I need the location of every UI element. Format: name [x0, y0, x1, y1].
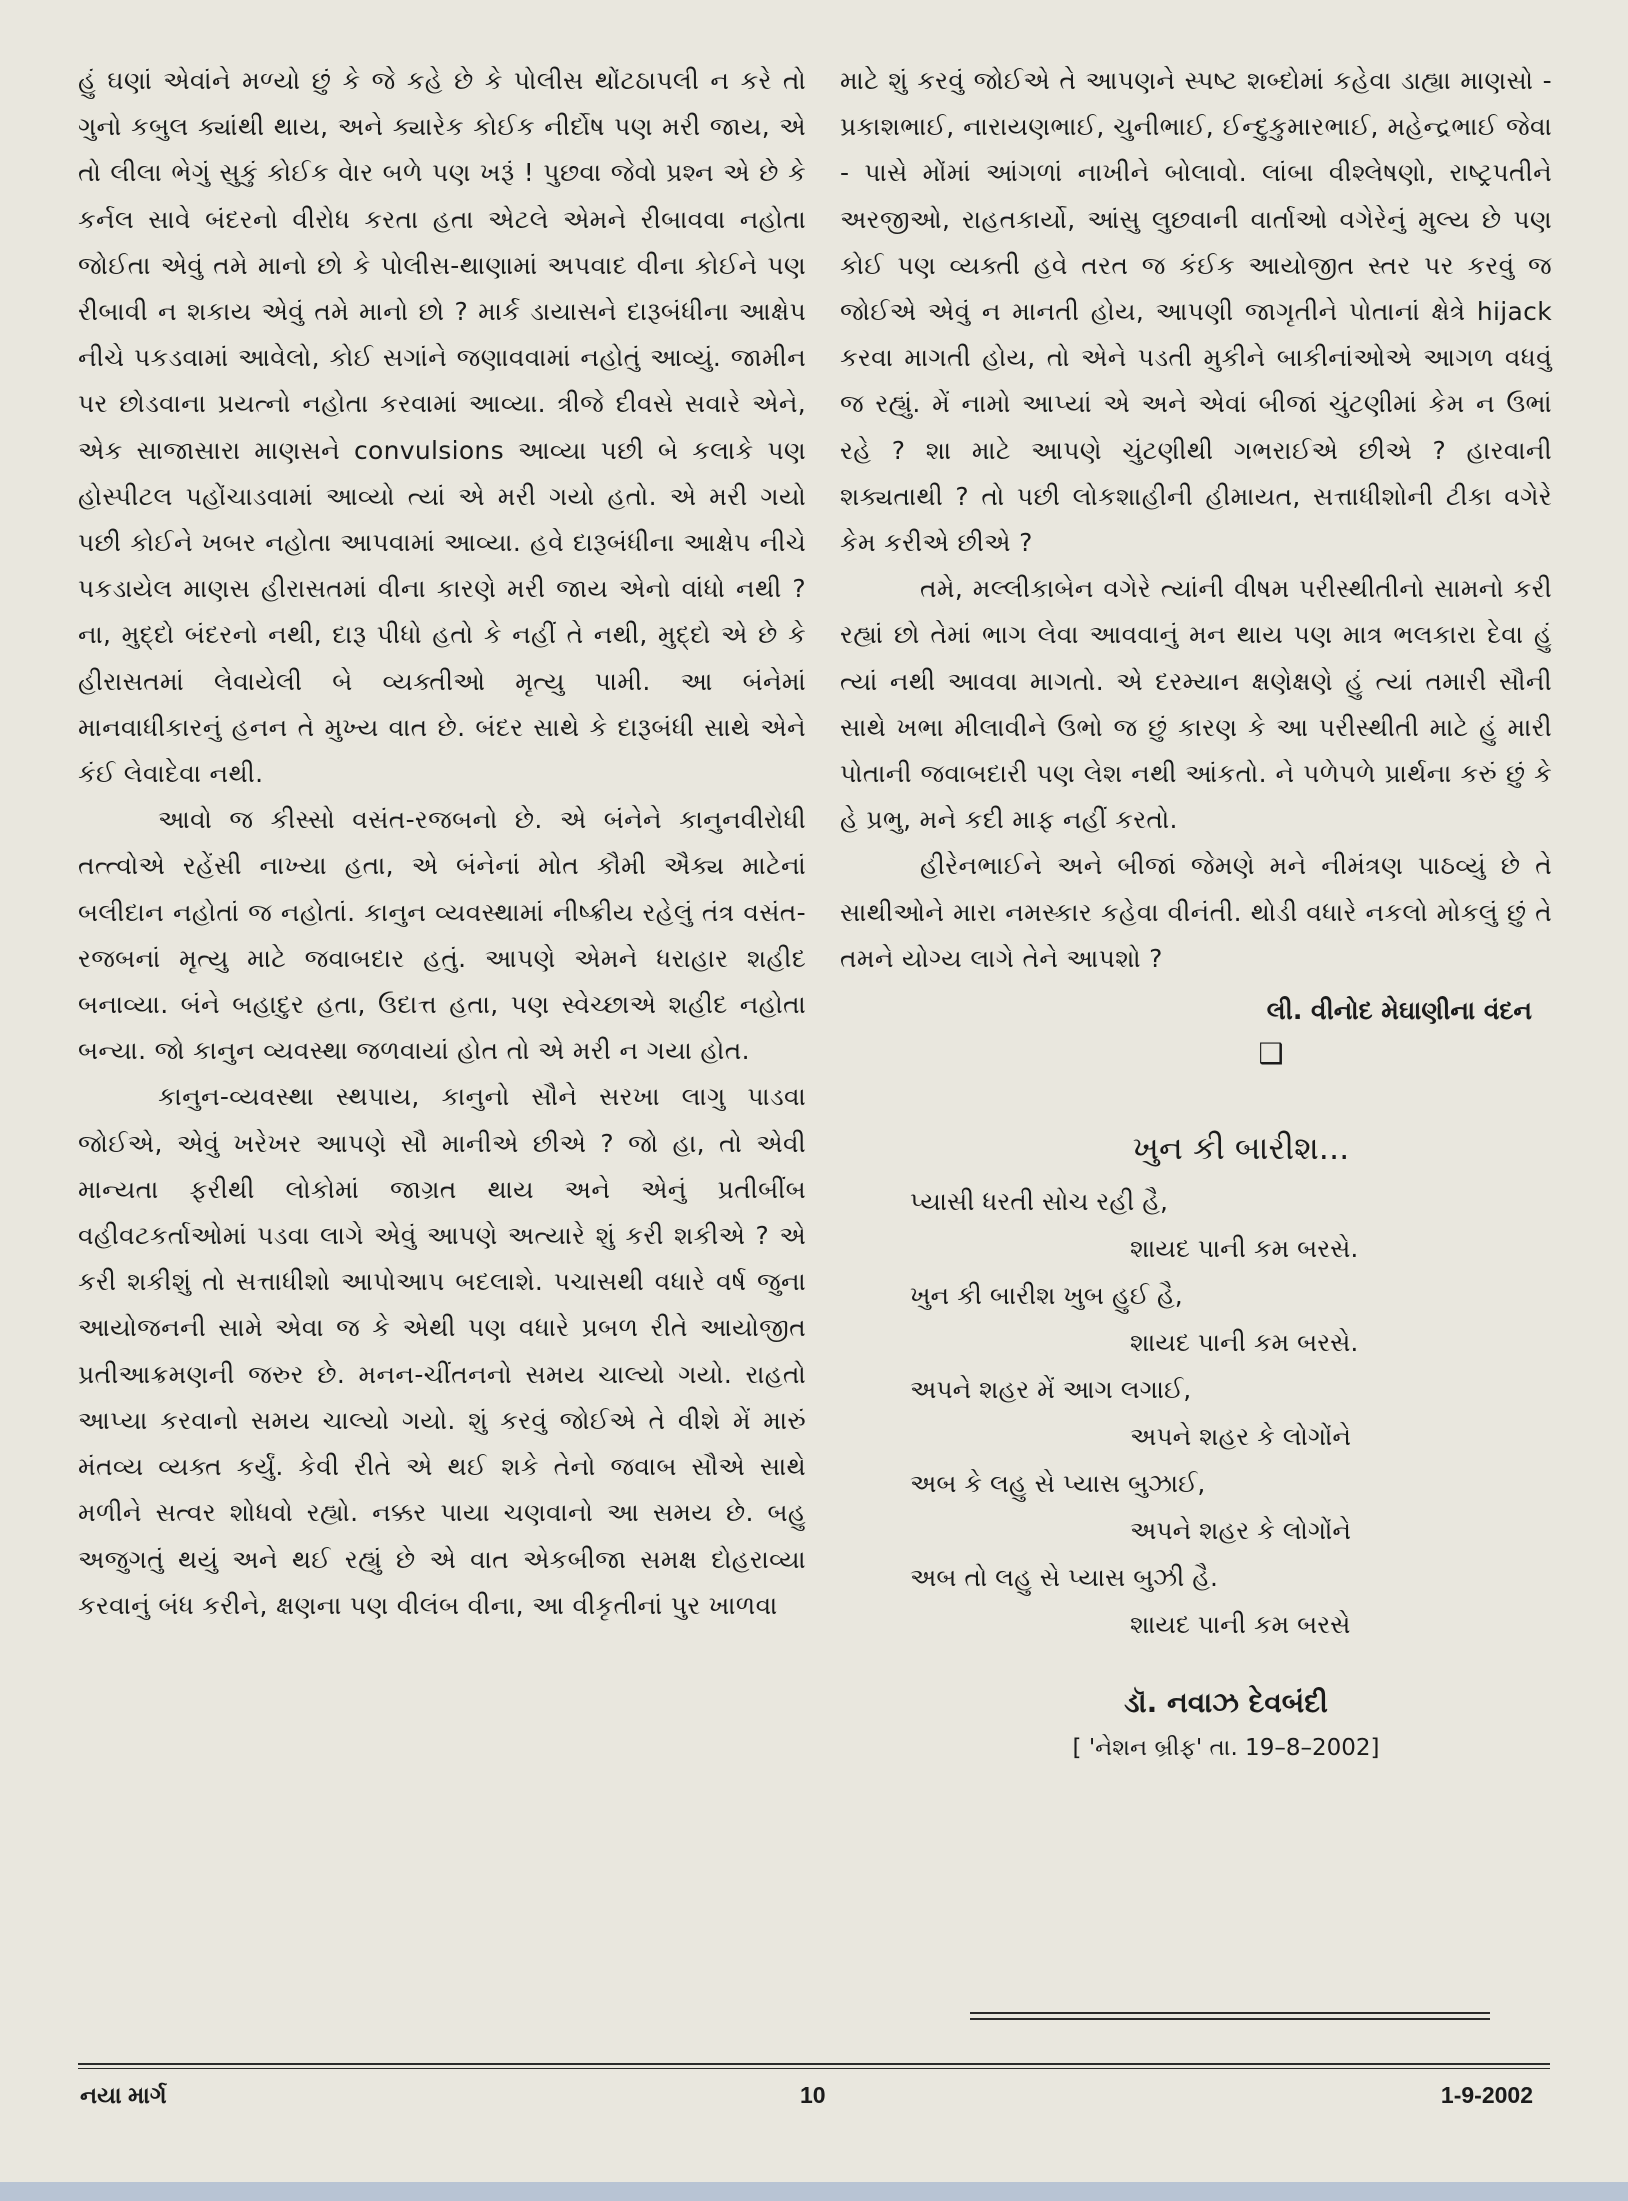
poem-line: અપને શહર મેં આગ લગાઈ,: [910, 1375, 1192, 1405]
poem-line: અબ કે લહુ સે પ્યાસ બુઝાઈ,: [910, 1469, 1206, 1499]
poem-line: અપને શહર કે લોગોંને: [1130, 1516, 1351, 1546]
page-number: 10: [800, 2082, 826, 2108]
poem-block: [840, 1122, 1552, 1768]
poet-name: ડૉ. નવાઝ દેવબંદી: [1124, 1686, 1328, 1720]
right-column: [840, 58, 1552, 1768]
paragraph: કાનુન-વ્યવસ્થા સ્થપાય, કાનુનો સૌને સરખા લાગુ પાડવા જોઈએ, એવું ખરેખર આપણે સૌ માનીએ છીએ ? જો હા, તો એવી માન્યતા ફરીથી લોકોમાં જાગ્રત થાય અને એનું પ્રતીબીંબ વહીવટકર્તાઓમાં પડવા લાગે એવું આપણે અત્યારે શું કરી શકીએ ? એ કરી શકીશું તો સત્તાધીશો આપોઆપ બદલાશે. પચાસથી વધારે વર્ષ જુના આયોજનની સામે એવા જ કે એથી પણ વધારે પ્રબળ રીતે આયોજીત પ્રતીઆક્રમણની જરુર છે. મનન-ચીંતનનો સમય ચાલ્યો ગયો. રાહતો આપ્યા કરવાનો સમય ચાલ્યો ગયો. શું કરવું જોઈએ તે વીશે મેં મારું મંતવ્ય વ્યક્ત કર્યું. કેવી રીતે એ થઈ શકે તેનો જવાબ સૌએ સાથે મળીને સત્વર શોધવો રહ્યો. નક્કર પાયા ચણવાનો આ સમય છે. બહુ અજુગતું થયું અને થઈ રહ્યું છે એ વાત એકબીજા સમક્ષ દોહરાવ્યા કરવાનું બંધ કરીને, ક્ષણના પણ વીલંબ વીના, આ વીકૃતીનાં પુર ખાળવા: [78, 1082, 806, 1620]
issue-date: 1-9-2002: [1440, 2082, 1533, 2108]
poem-line: પ્યાસી ધરતી સોચ રહી હૈ,: [910, 1187, 1168, 1217]
poem-line: શાયદ પાની કમ બરસે: [1130, 1610, 1351, 1640]
poem-line: અબ તો લહુ સે પ્યાસ બુઝી હૈ.: [910, 1563, 1218, 1593]
end-mark-icon: ❑: [1258, 1037, 1284, 1071]
paragraph: માટે શું કરવું જોઈએ તે આપણને સ્પષ્ટ શબ્દોમાં કહેવા ડાહ્યા માણસો - પ્રકાશભાઈ, નારાયણભાઈ, ચુનીભાઈ, ઈન્દુકુમારભાઈ, મહેન્દ્રભાઈ જેવા - પાસે મોંમાં આંગળાં નાખીને બોલાવો. લાંબા વીશ્લેષણો, રાષ્ટ્રપતીને અરજીઓ, રાહતકાર્યો, આંસુ લુછવાની વાર્તાઓ વગેરેનું મુલ્ય છે પણ કોઈ પણ વ્યક્તી હવે તરત જ કંઈક આયોજીત સ્તર પર કરવું જ જોઈએ એવું ન માનતી હોય, આપણી જાગૃતીને પોતાનાં ક્ષેત્રે hijack કરવા માગતી હોય, તો એને પડતી મુકીને બાકીનાંઓએ આગળ વધવું જ રહ્યું. મેં નામો આપ્યાં એ અને એવાં બીજાં ચુંટણીમાં કેમ ન ઉભાં રહે ? શા માટે આપણે ચુંટણીથી ગભરાઈએ છીએ ? હારવાની શક્યતાથી ? તો પછી લોકશાહીની હીમાયત, સત્તાધીશોની ટીકા વગેરે કેમ કરીએ છીએ ?: [840, 66, 1552, 558]
poem-title: ખુન કી બારીશ...: [1132, 1129, 1350, 1168]
poem-end-rule: [970, 2018, 1490, 2020]
poem-end-rule: [970, 2012, 1490, 2014]
left-column: [78, 58, 806, 1629]
scan-edge: [0, 2182, 1628, 2201]
poem-line: ખુન કી બારીશ ખુબ હુઈ હૈ,: [910, 1281, 1183, 1311]
poem-line: શાયદ પાની કમ બરસે.: [1130, 1328, 1359, 1358]
footer-rule: [78, 2063, 1550, 2065]
poem-line: શાયદ પાની કમ બરસે.: [1130, 1234, 1359, 1264]
poem-source: [ 'નેશન બ્રીફ' તા. 19–8–2002]: [1072, 1735, 1380, 1762]
paragraph: તમે, મલ્લીકાબેન વગેરે ત્યાંની વીષમ પરીસ્થીતીનો સામનો કરી રહ્યાં છો તેમાં ભાગ લેવા આવવાનું મન થાય પણ માત્ર ભલકારા દેવા હું ત્યાં નથી આવવા માગતો. એ દરમ્યાન ક્ષણેક્ષણે હું ત્યાં તમારી સૌની સાથે ખભા મીલાવીને ઉભો જ છું કારણ કે આ પરીસ્થીતી માટે હું મારી પોતાની જવાબદારી પણ લેશ નથી આંકતો. ને પળેપળે પ્રાર્થના કરું છું કે હે પ્રભુ, મને કદી માફ નહીં કરતો.: [840, 574, 1552, 835]
paragraph: હીરેનભાઈને અને બીજાં જેમણે મને નીમંત્રણ પાઠવ્યું છે તે સાથીઓને મારા નમસ્કાર કહેવા વીનંતી. થોડી વધારે નકલો મોકલું છું તે તમને યોગ્ય લાગે તેને આપશો ?: [840, 851, 1552, 973]
footer-rule: [78, 2068, 1550, 2069]
poem-line: અપને શહર કે લોગોંને: [1130, 1422, 1351, 1452]
paragraph: આવો જ કીસ્સો વસંત-રજબનો છે. એ બંનેને કાનુનવીરોધી તત્ત્વોએ રહેંસી નાખ્યા હતા, એ બંનેનાં મોત કૌમી ઐક્ય માટેનાં બલીદાન નહોતાં જ નહોતાં. કાનુન વ્યવસ્થામાં નીષ્ક્રીય રહેલું તંત્ર વસંત-રજબનાં મૃત્યુ માટે જવાબદાર હતું. આપણે એમને ધરાહાર શહીદ બનાવ્યા. બંને બહાદુર હતા, ઉદાત્ત હતા, પણ સ્વેચ્છાએ શહીદ નહોતા બન્યા. જો કાનુન વ્યવસ્થા જળવાયાં હોત તો એ મરી ન ગયા હોત.: [78, 805, 806, 1066]
paragraph: હું ઘણાં એવાંને મળ્યો છું કે જે કહે છે કે પોલીસ થોંટઠાપલી ન કરે તો ગુનો કબુલ ક્યાંથી થાય, અને ક્યારેક કોઈક નીર્દોષ પણ મરી જાય, એ તો લીલા ભેગું સુકું કોઈક વેાર બળે પણ ખરૂં ! પુછવા જેવો પ્રશ્ન એ છે કે કર્નલ સાવે બંદરનો વીરોધ કરતા હતા એટલે એમને રીબાવવા નહોતા જોઈતા એવું તમે માનો છો કે પોલીસ-થાણામાં અપવાદ વીના કોઈને પણ રીબાવી ન શકાય એવું તમે માનો છો ? માર્ક ડાયાસને દારૂબંધીના આક્ષેપ નીચે પકડવામાં આવેલો, કોઈ સગાંને જણાવવામાં નહોતું આવ્યું. જામીન પર છોડવાના પ્રયત્નો નહોતા કરવામાં આવ્યા. ત્રીજે દીવસે સવારે એને, એક સાજાસારા માણસને convulsions આવ્યા પછી બે કલાકે પણ હોસ્પીટલ પહોંચાડવામાં આવ્યો ત્યાં એ મરી ગયો હતો. એ મરી ગયો પછી કોઈને ખબર નહોતા આપવામાં આવ્યા. હવે દારૂબંધીના આક્ષેપ નીચે પકડાયેલ માણસ હીરાસતમાં વીના કારણે મરી જાય એનો વાંધો નથી ? ના, મુદ્દો બંદરનો નથી, દારૂ પીધો હતો કે નહીં તે નથી, મુદ્દો એ છે કે હીરાસતમાં લેવાયેલી બે વ્યક્તીઓ મૃત્યુ પામી. આ બંનેમાં માનવાધીકારનું હનન તે મુખ્ય વાત છે. બંદર સાથે કે દારૂબંધી સાથે એને કંઈ લેવાદેવા નથી.: [78, 66, 806, 789]
letter-signature: લી. વીનોદ મેઘાણીના વંદન: [1266, 996, 1532, 1026]
magazine-name: નયા માર્ગ: [80, 2082, 167, 2108]
